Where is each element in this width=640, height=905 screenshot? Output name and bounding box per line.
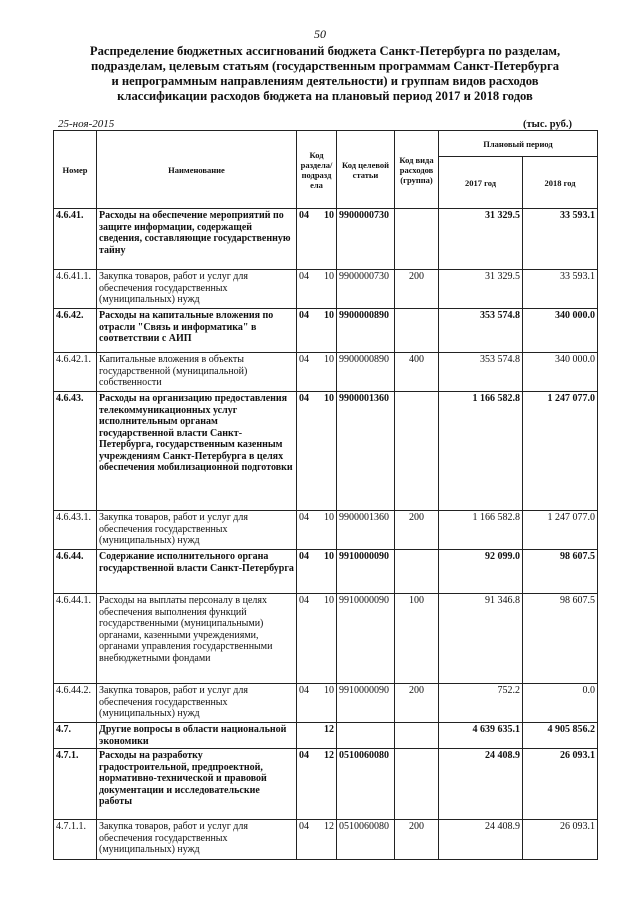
row-number: 4.6.44. — [54, 550, 97, 594]
header-target-code: Код целевой статьи — [337, 131, 395, 209]
row-target-code — [337, 723, 395, 749]
page-number: 50 — [314, 27, 326, 41]
row-amount-2018: 1 247 077.0 — [523, 392, 598, 511]
row-amount-2017: 1 166 582.8 — [439, 511, 523, 550]
row-amount-2017: 92 099.0 — [439, 550, 523, 594]
row-number: 4.6.41.1. — [54, 270, 97, 309]
row-amount-2018: 26 093.1 — [523, 820, 598, 860]
row-amount-2018: 340 000.0 — [523, 353, 598, 392]
row-name: Расходы на капитальные вложения по отрасли "Связь и информатика" в соответствии с АИП — [97, 309, 297, 353]
row-amount-2017: 24 408.9 — [439, 749, 523, 820]
table-row — [54, 749, 598, 820]
header-number: Номер — [54, 131, 97, 209]
header-year-2018: 2018 год — [523, 157, 598, 209]
document-title — [55, 44, 595, 104]
row-section-code — [297, 723, 337, 749]
units-label: (тыс. руб.) — [523, 119, 572, 130]
row-number: 4.6.41. — [54, 209, 97, 270]
table-row — [54, 723, 598, 749]
row-number: 4.6.44.2. — [54, 684, 97, 723]
subsection-code: 10 — [324, 393, 334, 404]
row-name: Закупка товаров, работ и услуг для обеспечения государственных (муниципальных) нужд — [97, 684, 297, 723]
header-section-code: Код раздела/ подразд ела — [297, 131, 337, 209]
row-section-code — [297, 309, 337, 353]
table-row — [54, 684, 598, 723]
title-line: Распределение бюджетных ассигнований бюджета Санкт-Петербурга по разделам, — [89, 44, 561, 58]
subsection-code: 12 — [324, 821, 334, 832]
section-code: 04 — [299, 271, 309, 282]
row-name: Расходы на разработку градостроительной, предпроектной, нормативно-технической и правовой документации и исследовательские работы — [97, 749, 297, 820]
row-name: Содержание исполнительного органа государственной власти Санкт-Петербурга — [97, 550, 297, 594]
row-expense-type-code — [395, 550, 439, 594]
section-code: 04 — [299, 393, 309, 404]
table-row — [54, 594, 598, 684]
row-amount-2018: 33 593.1 — [523, 270, 598, 309]
row-number: 4.6.43.1. — [54, 511, 97, 550]
row-number: 4.6.42. — [54, 309, 97, 353]
row-target-code: 9900001360 — [337, 392, 395, 511]
row-amount-2017: 353 574.8 — [439, 353, 523, 392]
table-row — [54, 511, 598, 550]
row-target-code: 9900000730 — [337, 209, 395, 270]
header-expense-type-code: Код вида расходов (группа) — [395, 131, 439, 209]
row-number: 4.6.44.1. — [54, 594, 97, 684]
row-expense-type-code — [395, 209, 439, 270]
row-target-code: 9900000890 — [337, 353, 395, 392]
row-section-code — [297, 684, 337, 723]
row-amount-2017: 1 166 582.8 — [439, 392, 523, 511]
subsection-code: 10 — [324, 551, 334, 562]
section-code: 04 — [299, 354, 309, 365]
section-code: 04 — [299, 595, 309, 606]
subsection-code: 12 — [324, 750, 334, 761]
row-section-code — [297, 749, 337, 820]
row-target-code: 0510060080 — [337, 749, 395, 820]
title-line: и непрограммным направлениям деятельности) и группам видов расходов — [111, 74, 539, 88]
row-target-code: 9900000730 — [337, 270, 395, 309]
table-row — [54, 353, 598, 392]
section-code: 04 — [299, 685, 309, 696]
row-number: 4.7. — [54, 723, 97, 749]
row-expense-type-code: 200 — [395, 684, 439, 723]
row-name: Расходы на организацию предоставления телекоммуникационных услуг исполнительным органам государственной власти Санкт-Петербурга, государственным казенным учреждениям Санкт-Петербурга в целях обеспечения мобилизационной подготовки — [97, 392, 297, 511]
header-planned-period: Плановый период — [439, 131, 598, 157]
title-line: подразделам, целевым статьям (государственным программам Санкт-Петербурга — [90, 59, 560, 73]
row-expense-type-code — [395, 723, 439, 749]
row-expense-type-code: 200 — [395, 511, 439, 550]
row-amount-2017: 353 574.8 — [439, 309, 523, 353]
row-section-code — [297, 550, 337, 594]
row-number: 4.7.1.1. — [54, 820, 97, 860]
header-name: Наименование — [97, 131, 297, 209]
subsection-code: 10 — [324, 512, 334, 523]
row-amount-2017: 91 346.8 — [439, 594, 523, 684]
row-target-code: 9910000090 — [337, 594, 395, 684]
row-expense-type-code — [395, 749, 439, 820]
row-section-code — [297, 353, 337, 392]
subsection-code: 10 — [324, 271, 334, 282]
row-expense-type-code: 100 — [395, 594, 439, 684]
row-target-code: 9900000890 — [337, 309, 395, 353]
title-line: классификации расходов бюджета на плановый период 2017 и 2018 годов — [117, 89, 533, 103]
row-amount-2018: 98 607.5 — [523, 550, 598, 594]
row-target-code: 9900001360 — [337, 511, 395, 550]
subsection-code: 10 — [324, 354, 334, 365]
row-amount-2018: 340 000.0 — [523, 309, 598, 353]
table-row — [54, 820, 598, 860]
subsection-code: 10 — [324, 310, 334, 321]
row-amount-2017: 752.2 — [439, 684, 523, 723]
row-section-code — [297, 511, 337, 550]
section-code: 04 — [299, 310, 309, 321]
table-row — [54, 309, 598, 353]
row-section-code — [297, 209, 337, 270]
row-section-code — [297, 270, 337, 309]
budget-table — [53, 130, 598, 860]
row-section-code — [297, 820, 337, 860]
row-expense-type-code — [395, 309, 439, 353]
table-row — [54, 550, 598, 594]
row-section-code — [297, 392, 337, 511]
row-name: Расходы на выплаты персоналу в целях обеспечения выполнения функций государственными (муниципальными) органами, казенными учреждениями, органами управления государственными внебюджетными фондами — [97, 594, 297, 684]
row-name: Другие вопросы в области национальной экономики — [97, 723, 297, 749]
row-name: Капитальные вложения в объекты государственной (муниципальной) собственности — [97, 353, 297, 392]
subsection-code: 12 — [324, 724, 334, 735]
row-amount-2017: 4 639 635.1 — [439, 723, 523, 749]
row-amount-2018: 98 607.5 — [523, 594, 598, 684]
row-name: Расходы на обеспечение мероприятий по защите информации, содержащей сведения, составляющие государственную тайну — [97, 209, 297, 270]
subsection-code: 10 — [324, 210, 334, 221]
row-target-code: 9910000090 — [337, 550, 395, 594]
row-amount-2018: 1 247 077.0 — [523, 511, 598, 550]
row-number: 4.6.43. — [54, 392, 97, 511]
header-year-2017: 2017 год — [439, 157, 523, 209]
row-number: 4.6.42.1. — [54, 353, 97, 392]
table-body — [54, 209, 598, 860]
row-name: Закупка товаров, работ и услуг для обеспечения государственных (муниципальных) нужд — [97, 511, 297, 550]
table-row — [54, 392, 598, 511]
row-expense-type-code — [395, 392, 439, 511]
row-name: Закупка товаров, работ и услуг для обеспечения государственных (муниципальных) нужд — [97, 270, 297, 309]
row-amount-2018: 4 905 856.2 — [523, 723, 598, 749]
row-amount-2017: 24 408.9 — [439, 820, 523, 860]
row-amount-2017: 31 329.5 — [439, 270, 523, 309]
row-target-code: 0510060080 — [337, 820, 395, 860]
row-expense-type-code: 400 — [395, 353, 439, 392]
row-amount-2018: 26 093.1 — [523, 749, 598, 820]
section-code: 04 — [299, 210, 309, 221]
row-expense-type-code: 200 — [395, 820, 439, 860]
row-name: Закупка товаров, работ и услуг для обеспечения государственных (муниципальных) нужд — [97, 820, 297, 860]
row-section-code — [297, 594, 337, 684]
section-code: 04 — [299, 551, 309, 562]
row-amount-2017: 31 329.5 — [439, 209, 523, 270]
row-amount-2018: 0.0 — [523, 684, 598, 723]
table-row — [54, 209, 598, 270]
section-code: 04 — [299, 512, 309, 523]
document-date: 25-ноя-2015 — [58, 118, 115, 130]
table-row — [54, 270, 598, 309]
subsection-code: 10 — [324, 685, 334, 696]
subsection-code: 10 — [324, 595, 334, 606]
row-amount-2018: 33 593.1 — [523, 209, 598, 270]
row-expense-type-code: 200 — [395, 270, 439, 309]
row-target-code: 9910000090 — [337, 684, 395, 723]
section-code: 04 — [299, 750, 309, 761]
row-number: 4.7.1. — [54, 749, 97, 820]
section-code: 04 — [299, 821, 309, 832]
